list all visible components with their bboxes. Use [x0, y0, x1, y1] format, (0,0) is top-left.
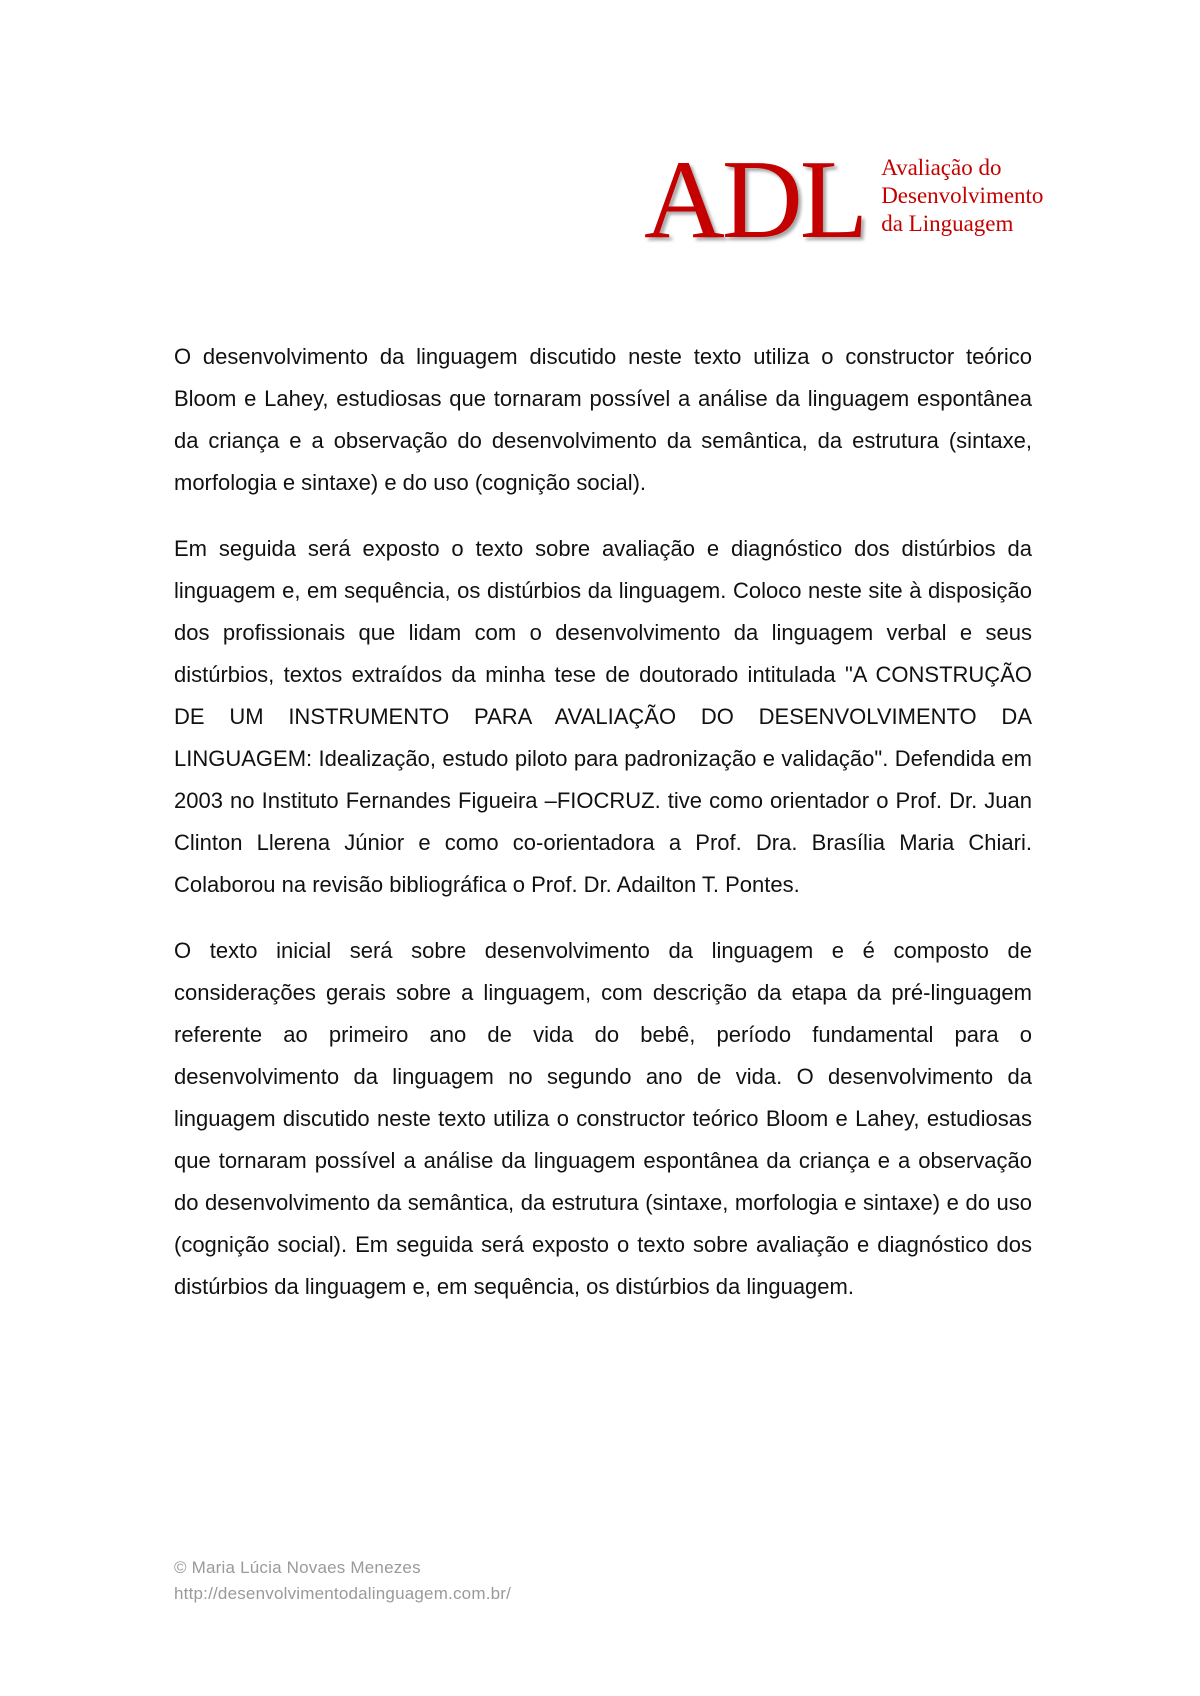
- logo-mark: ADL: [644, 138, 866, 262]
- footer-copyright: © Maria Lúcia Novaes Menezes: [174, 1558, 421, 1577]
- logo-subtitle: [881, 154, 1043, 238]
- page-footer: [174, 1555, 511, 1607]
- paragraph-2: Em seguida será exposto o texto sobre avaliação e diagnóstico dos distúrbios da linguagem e, em sequência, os distúrbios da linguagem. Coloco neste site à disposição dos profissionais que lidam com o desenvolvimento da linguagem verbal e seus distúrbios, textos extraídos da minha tese de doutorado intitulada "A CONSTRUÇÃO DE UM INSTRUMENTO PARA AVALIAÇÃO DO DESENVOLVIMENTO DA LINGUAGEM: Idealização, estudo piloto para padronização e validação". Defendida em 2003 no Instituto Fernandes Figueira –FIOCRUZ. tive como orientador o Prof. Dr. Juan Clinton Llerena Júnior e como co-orientadora a Prof. Dra. Brasília Maria Chiari. Colaborou na revisão bibliográfica o Prof. Dr. Adailton T. Pontes.: [174, 536, 1032, 897]
- logo-subtitle-line-1: Avaliação do: [881, 155, 1002, 180]
- footer-url: http://desenvolvimentodalinguagem.com.br/: [174, 1584, 512, 1603]
- paragraph-1: O desenvolvimento da linguagem discutido neste texto utiliza o constructor teórico Bloom e Lahey, estudiosas que tornaram possível a análise da linguagem espontânea da criança e a observação do desenvolvimento da semântica, da estrutura (sintaxe, morfologia e sintaxe) e do uso (cognição social).: [174, 344, 1032, 495]
- logo-subtitle-line-3: da Linguagem: [881, 211, 1014, 236]
- adl-logo: [644, 138, 1044, 262]
- document-body: [174, 336, 1032, 1332]
- paragraph-3: O texto inicial será sobre desenvolvimento da linguagem e é composto de considerações gerais sobre a linguagem, com descrição da etapa da pré-linguagem referente ao primeiro ano de vida do bebê, período fundamental para o desenvolvimento da linguagem no segundo ano de vida. O desenvolvimento da linguagem discutido neste texto utiliza o constructor teórico Bloom e Lahey, estudiosas que tornaram possível a análise da linguagem espontânea da criança e a observação do desenvolvimento da semântica, da estrutura (sintaxe, morfologia e sintaxe) e do uso (cognição social). Em seguida será exposto o texto sobre avaliação e diagnóstico dos distúrbios da linguagem e, em sequência, os distúrbios da linguagem.: [174, 938, 1032, 1299]
- logo-subtitle-line-2: Desenvolvimento: [881, 183, 1044, 208]
